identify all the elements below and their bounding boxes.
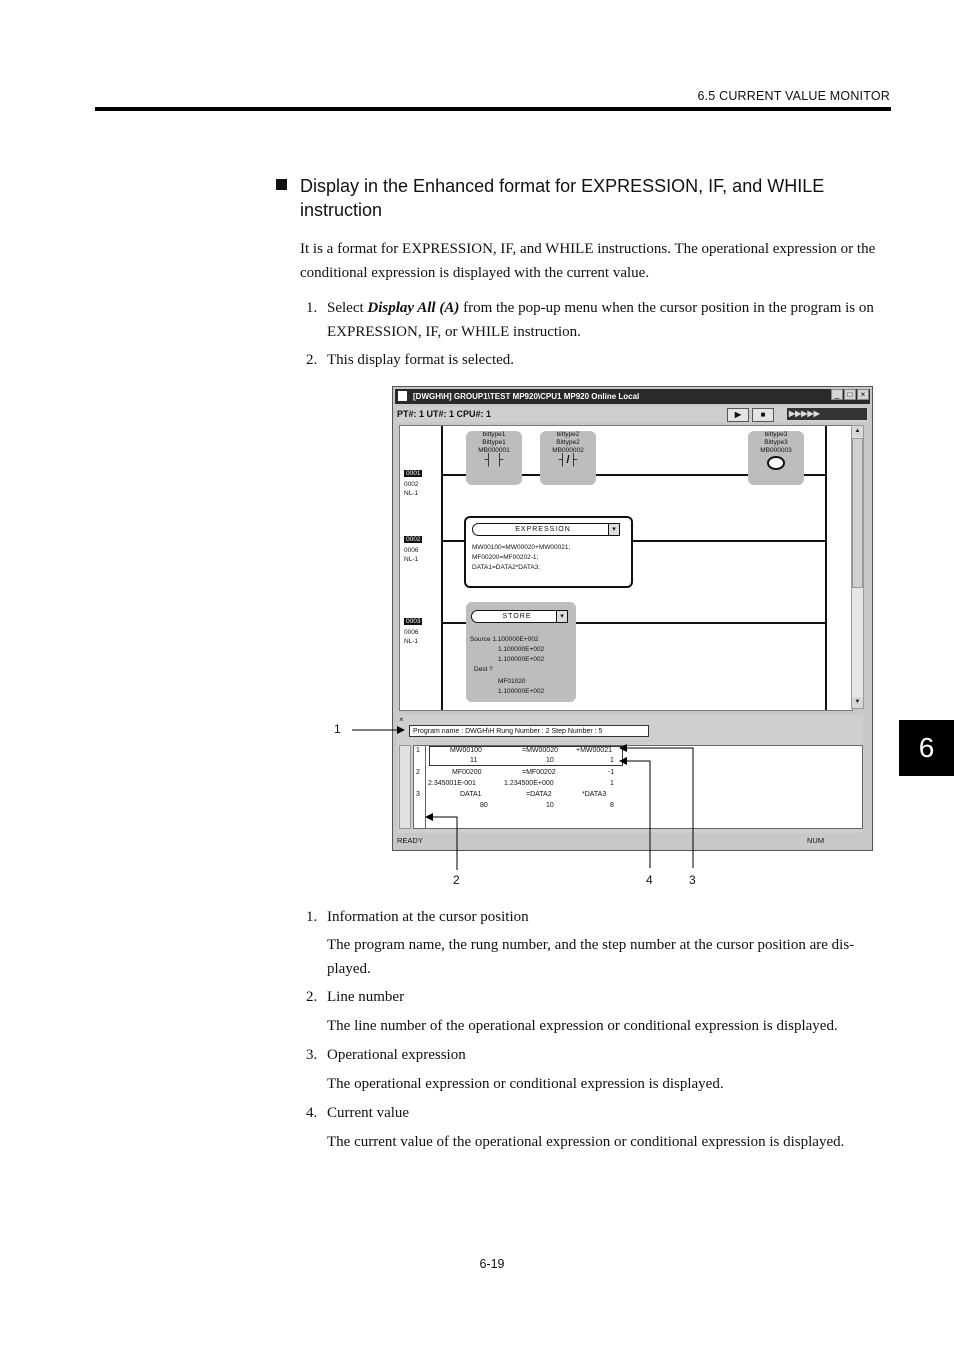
- header-rule: [95, 107, 891, 111]
- coil-3[interactable]: [748, 431, 804, 485]
- callout-1: 1: [334, 722, 341, 736]
- item-3-number: 3.: [306, 1047, 318, 1063]
- store-pill: STORE: [471, 610, 563, 623]
- store-line-6: 1.100000E+002: [498, 688, 545, 695]
- callout-2: 2: [453, 873, 460, 887]
- contact-1-address: MB000001: [478, 447, 510, 454]
- store-line-5: MF01020: [498, 678, 526, 685]
- contact-2-label: bittype2: [556, 431, 580, 438]
- grid-row-5-c2: =DATA2: [526, 791, 552, 798]
- rung-2-nest: NL-1: [404, 556, 419, 563]
- rung-3-step: 0006: [404, 629, 419, 636]
- grid-row-6-c3: 8: [610, 802, 614, 809]
- expand-icon[interactable]: ▾: [608, 523, 620, 536]
- contact-1-comment: Bittype1: [482, 439, 506, 446]
- contact-1[interactable]: [466, 431, 522, 485]
- rung-3-number: 0003: [406, 618, 421, 625]
- item-2-title: Line number: [327, 989, 405, 1005]
- intro-paragraph: It is a format for EXPRESSION, IF, and WHILE instructions. The operational expression or the conditional expression is displayed with the current value.: [300, 241, 876, 281]
- rung-1-number: 0001: [406, 470, 421, 477]
- toolbar: [397, 407, 868, 422]
- grid-row-3-c3: -1: [608, 769, 615, 776]
- grid-row-4-c2: 1.234500E+000: [504, 780, 554, 787]
- vertical-pane-label: [399, 745, 411, 829]
- grid-row-2-c2: 10: [546, 757, 554, 764]
- rung-2-step: 0006: [404, 547, 419, 554]
- app-icon: [398, 391, 407, 401]
- scroll-thumb[interactable]: [852, 438, 863, 588]
- store-expand-icon[interactable]: ▾: [556, 610, 568, 623]
- screenshot-window: [392, 386, 873, 851]
- store-box[interactable]: [466, 602, 576, 702]
- status-bar: [395, 834, 870, 848]
- section-title: Display in the Enhanced format for EXPRESSION, IF, and WHILE instruction: [300, 176, 825, 220]
- grid-row-1-c2: =MW00020: [522, 747, 558, 754]
- step-1-number: 1.: [306, 300, 318, 316]
- grid-row-3-c2: =MF00202: [522, 769, 556, 776]
- grid-row-2-c1: 11: [470, 757, 478, 764]
- scroll-up-icon[interactable]: ▲: [852, 426, 863, 437]
- grid-row-3-c1: MF00200: [452, 769, 482, 776]
- expression-line-3: DATA1=DATA2*DATA3;: [472, 564, 541, 571]
- page-number: 6-19: [479, 1257, 505, 1271]
- chapter-tab: 6: [899, 720, 954, 776]
- window-titlebar: [DWGH\H] GROUP1\TEST MP920\CPU1 MP920 Online Local: [395, 389, 870, 404]
- contact-2[interactable]: [540, 431, 596, 485]
- left-power-rail: [441, 426, 443, 710]
- item-1-number: 1.: [306, 909, 318, 925]
- grid-row-5-c3: *DATA3: [582, 791, 607, 798]
- grid-divider: [425, 746, 426, 828]
- contact-2-comment: Bittype2: [556, 439, 580, 446]
- vertical-scrollbar[interactable]: [851, 425, 864, 709]
- coil-3-comment: Bittype3: [764, 439, 788, 446]
- item-4-title: Current value: [327, 1105, 410, 1121]
- bullet-square-icon: [276, 179, 287, 190]
- grid-row-5-c1: DATA1: [460, 791, 482, 798]
- contact-2-address: MB000002: [552, 447, 584, 454]
- grid-row-1-c1: MW00100: [450, 747, 482, 754]
- item-4-number: 4.: [306, 1105, 318, 1121]
- grid-row-2-c3: 1: [610, 757, 614, 764]
- maximize-button[interactable]: □: [844, 389, 856, 400]
- nc-contact-icon: ┤/├: [558, 454, 578, 466]
- expression-box[interactable]: [464, 516, 633, 588]
- scroll-down-icon[interactable]: ▼: [852, 697, 863, 708]
- step-1-text: [327, 296, 893, 344]
- item-2-desc: The line number of the operational expression or conditional expression is displayed.: [327, 1018, 838, 1034]
- rung-3-nest: NL-1: [404, 638, 419, 645]
- item-2-number: 2.: [306, 989, 318, 1005]
- no-contact-icon: ┤ ├: [484, 454, 504, 466]
- status-ready: READY: [397, 836, 423, 845]
- running-header: 6.5 CURRENT VALUE MONITOR: [697, 89, 890, 103]
- step-2-number: 2.: [306, 352, 318, 368]
- current-value-pane: [397, 715, 863, 833]
- ladder-canvas[interactable]: [399, 425, 853, 711]
- coil-3-address: MB000003: [760, 447, 792, 454]
- value-grid[interactable]: [413, 745, 863, 829]
- step-1-pre: Select: [327, 300, 368, 316]
- minimize-button[interactable]: _: [831, 389, 843, 400]
- step-1-emphasis: Display All (A): [367, 300, 460, 316]
- rung-2-number: 0002: [406, 536, 421, 543]
- item-1-title: Information at the cursor position: [327, 909, 529, 925]
- coil-icon: [767, 456, 785, 470]
- grid-row-5-line: 3: [416, 791, 420, 798]
- contact-1-label: bittype1: [482, 431, 506, 438]
- toolbar-text: PT#: 1 UT#: 1 CPU#: 1: [397, 409, 492, 419]
- callout-4: 4: [646, 873, 653, 887]
- item-3-title: Operational expression: [327, 1047, 466, 1063]
- step-forward-icon[interactable]: ▶▶▶▶▶: [787, 408, 867, 420]
- expression-line-1: MW00100=MW00020+MW00021;: [472, 544, 571, 551]
- stop-icon[interactable]: ■: [752, 408, 774, 422]
- item-4-desc: The current value of the operational expression or conditional expression is displayed.: [327, 1134, 845, 1150]
- expression-pill: EXPRESSION: [472, 523, 614, 536]
- grid-row-4-c1: 2.345001E-001: [428, 780, 476, 787]
- grid-row-6-c2: 10: [546, 802, 554, 809]
- close-button[interactable]: ×: [857, 389, 869, 400]
- store-line-4: Dest ?: [474, 666, 493, 673]
- store-line-3: 1.100000E+002: [498, 656, 545, 663]
- item-1-desc: The program name, the rung number, and the step number at the cursor position are dis-played.: [327, 937, 855, 977]
- store-line-2: 1.100000E+002: [498, 646, 545, 653]
- step-2-text: This display format is selected.: [327, 352, 515, 368]
- pane-close-icon[interactable]: ×: [399, 715, 404, 724]
- run-icon[interactable]: ▶: [727, 408, 749, 422]
- grid-row-1-c3: +MW00021: [576, 747, 612, 754]
- status-num: NUM: [807, 836, 825, 845]
- item-3-desc: The operational expression or conditional expression is displayed.: [327, 1076, 724, 1092]
- expression-line-2: MF00200=MF00202-1;: [472, 554, 539, 561]
- grid-row-6-c1: 80: [480, 802, 488, 809]
- program-info: Program name : DWGH\H Rung Number : 2 Step Number : 5: [409, 725, 649, 737]
- right-power-rail: [825, 426, 827, 710]
- store-line-1: Source 1.100000E+002: [470, 636, 539, 643]
- grid-row-1-line: 1: [416, 747, 420, 754]
- callout-3: 3: [689, 873, 696, 887]
- section-heading: [276, 174, 876, 222]
- coil-3-label: bittype3: [764, 431, 788, 438]
- grid-row-4-c3: 1: [610, 780, 614, 787]
- rung-1-nest: NL-1: [404, 490, 419, 497]
- rung-1-step: 0002: [404, 481, 419, 488]
- grid-row-3-line: 2: [416, 769, 420, 776]
- step-1-post: from the pop-up menu when the cursor position in the program is on EXPRESSION, IF, or WHILE instruction.: [327, 300, 874, 340]
